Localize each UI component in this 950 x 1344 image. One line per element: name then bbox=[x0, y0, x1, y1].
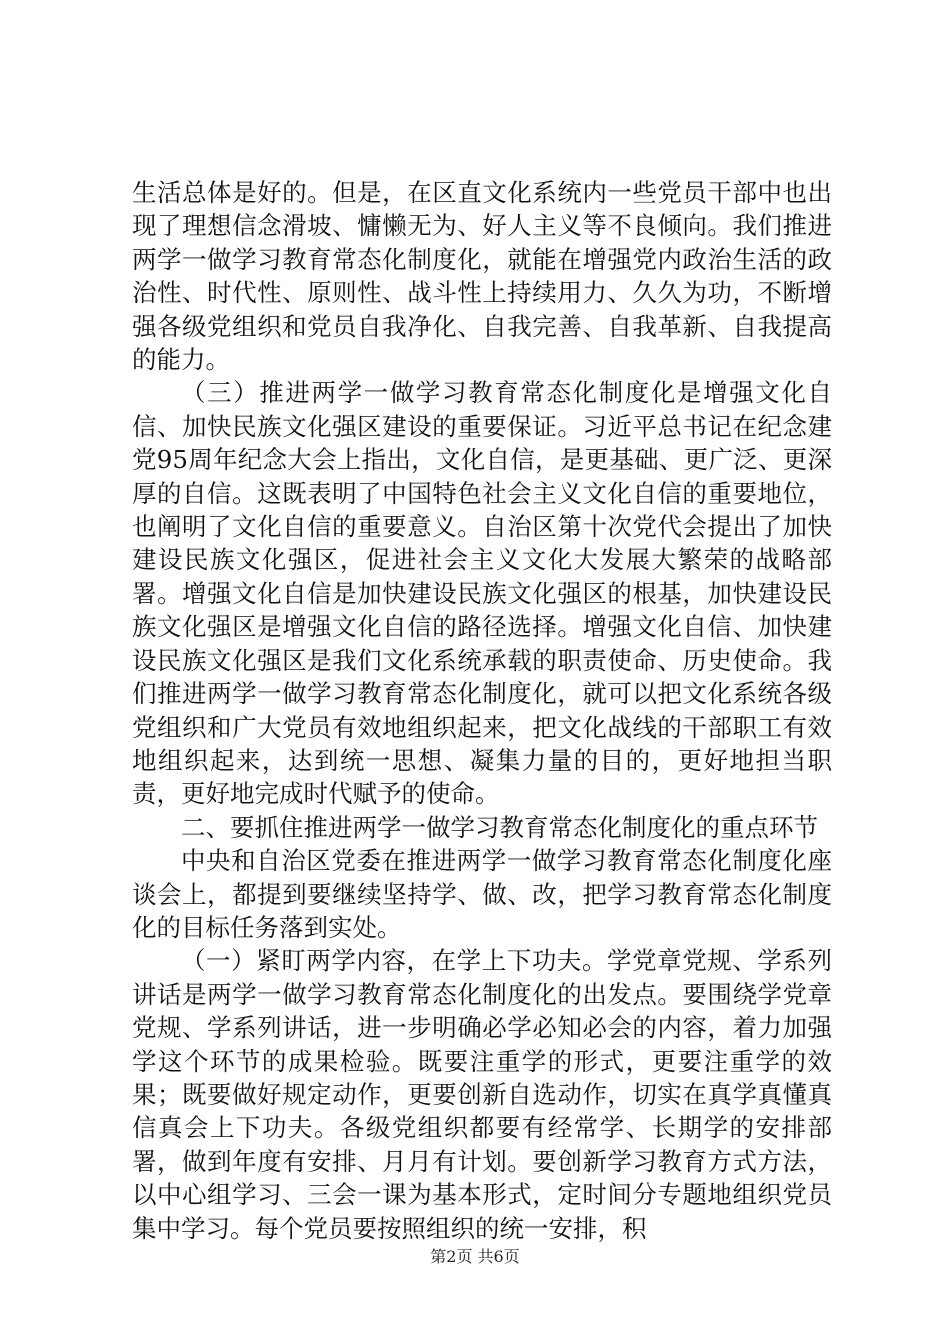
paragraph-intro: 中央和自治区党委在推进两学一做学习教育常态化制度化座谈会上，都提到要继续坚持学、做、改，把学习教育常态化制度化的目标任务落到实处。 bbox=[132, 846, 832, 942]
paragraph-continued: 生活总体是好的。但是，在区直文化系统内一些党员干部中也出现了理想信念滑坡、慵懒无为、好人主义等不良倾向。我们推进两学一做学习教育常态化制度化，就能在增强党内政治生活的政治性、时代性、原则性、战斗性上持续用力、久久为功，不断增强各级党组织和党员自我净化、自我完善、自我革新、自我提高的能力。 bbox=[132, 178, 832, 375]
page-number-footer: 第2页 共6页 bbox=[430, 1247, 520, 1266]
paragraph-section-three: （三）推进两学一做学习教育常态化制度化是增强文化自信、加快民族文化强区建设的重要保证。习近平总书记在纪念建党95周年纪念大会上指出，文化自信，是更基础、更广泛、更深厚的自信。这既表明了中国特色社会主义文化自信的重要地位，也阐明了文化自信的重要意义。自治区第十次党代会提出了加快建设民族文化强区，促进社会主义文化大发展大繁荣的战略部署。增强文化自信是加快建设民族文化强区的根基，加快建设民族文化强区是增强文化自信的路径选择。增强文化自信、加快建设民族文化强区是我们文化系统承载的职责使命、历史使命。我们推进两学一做学习教育常态化制度化，就可以把文化系统各级党组织和广大党员有效地组织起来，把文化战线的干部职工有效地组织起来，达到统一思想、凝集力量的目的，更好地担当职责，更好地完成时代赋予的使命。 bbox=[132, 378, 832, 809]
paragraph-section-one: （一）紧盯两学内容，在学上下功夫。学党章党规、学系列讲话是两学一做学习教育常态化制度化的出发点。要围绕学党章党规、学系列讲话，进一步明确必学必知必会的内容，着力加强学这个环节的成果检验。既要注重学的形式，更要注重学的效果；既要做好规定动作，更要创新自选动作，切实在真学真懂真信真会上下功夫。各级党组织都要有经常学、长期学的安排部署，做到年度有安排、月月有计划。要创新学习教育方式方法，以中心组学习、三会一课为基本形式，定时间分专题地组织党员集中学习。每个党员要按照组织的统一安排，积 bbox=[132, 946, 832, 1243]
document-body bbox=[132, 176, 832, 1245]
section-heading-two: 二、要抓住推进两学一做学习教育常态化制度化的重点环节 bbox=[181, 812, 818, 842]
